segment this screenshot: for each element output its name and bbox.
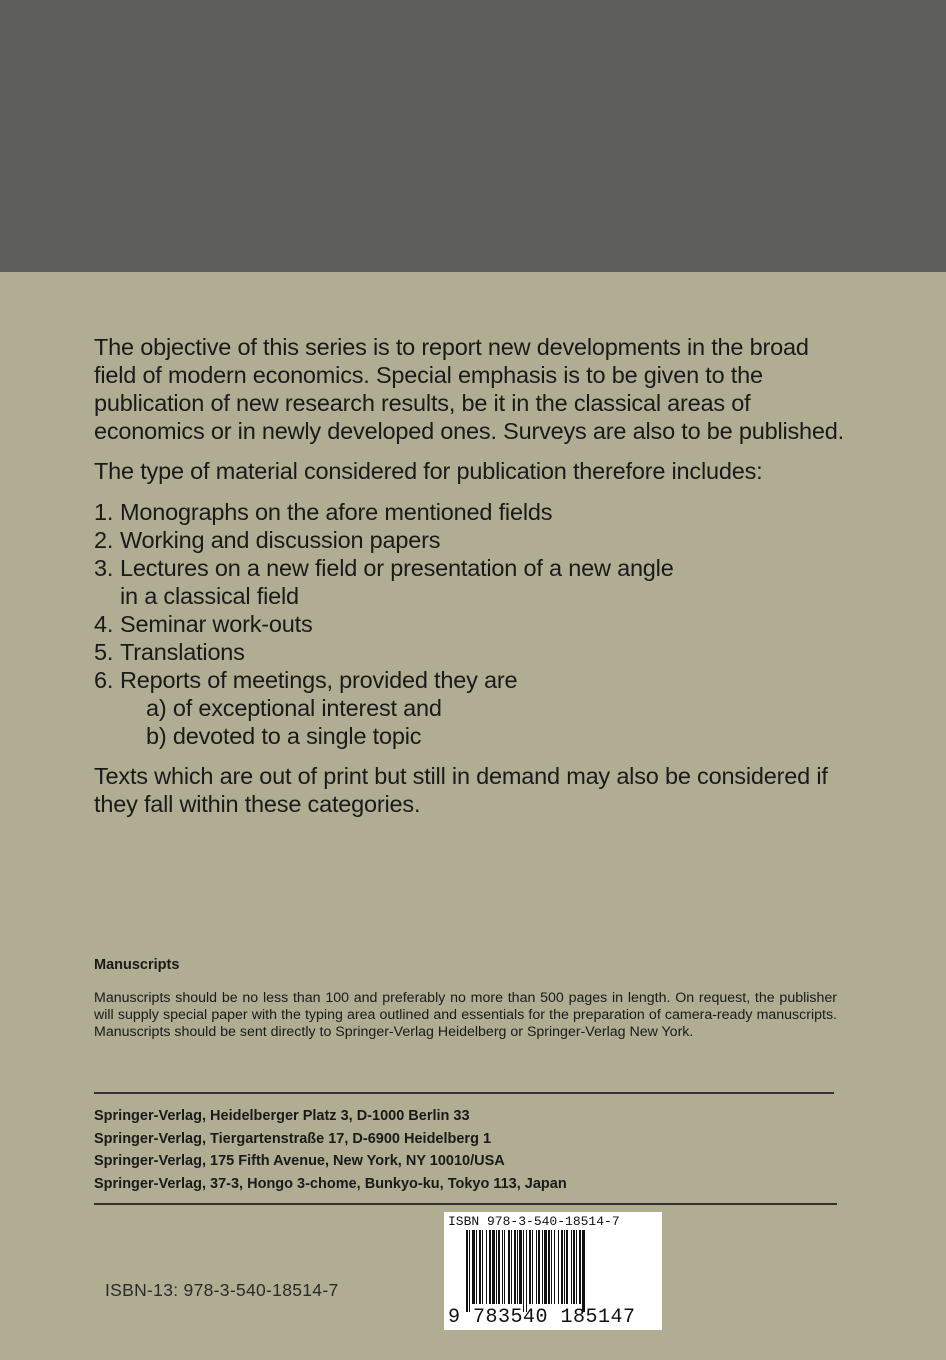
barcode-bar	[498, 1230, 500, 1304]
barcode-bar	[576, 1230, 577, 1304]
address-line: Springer-Verlag, 175 Fifth Avenue, New York, NY 10010/USA	[94, 1153, 505, 1169]
address-line: Springer-Verlag, Tiergartenstraße 17, D-6900 Heidelberg 1	[94, 1130, 492, 1147]
list-item: 5. Translations	[94, 639, 245, 665]
barcode-bar	[561, 1230, 563, 1304]
barcode-bar	[571, 1230, 572, 1304]
manuscripts-body: Manuscripts should be no less than 100 and preferably no more than 500 pages in length. On request, the publisher will supply special paper with the typing area outlined and essentials for the preparation of camera-ready manuscripts. Manuscripts should be sent directly to Springer-Verlag Heidelberg or Springer-Verlag New York.	[94, 990, 837, 1041]
isbn-barcode	[444, 1212, 662, 1330]
sub-item: b) devoted to a single topic	[146, 723, 422, 749]
barcode-bar	[542, 1230, 543, 1304]
barcode-bar	[476, 1230, 477, 1304]
barcode-bar	[526, 1230, 527, 1312]
barcode-bar	[502, 1230, 503, 1304]
barcode-bar	[496, 1230, 497, 1304]
barcode-bar	[486, 1230, 487, 1304]
list-item: 1. Monographs on the afore mentioned fields	[94, 499, 553, 525]
barcode-bar	[582, 1230, 585, 1312]
barcode-bar	[511, 1230, 512, 1304]
barcode-bar	[579, 1230, 581, 1304]
sub-item: a) of exceptional interest and	[146, 695, 442, 721]
barcode-bar	[566, 1230, 568, 1304]
barcode-bar	[492, 1230, 495, 1304]
barcode-isbn-text: ISBN 978-3-540-18514-7	[448, 1214, 620, 1229]
list-item: 2. Working and discussion papers	[94, 527, 441, 553]
barcode-bar	[514, 1230, 516, 1304]
closing-paragraph: Texts which are out of print but still in demand may also be considered if they fall within these categories.	[94, 763, 828, 817]
barcode-bar	[536, 1230, 537, 1304]
barcode-bar	[517, 1230, 518, 1304]
divider	[94, 1203, 837, 1205]
barcode-bar	[508, 1230, 510, 1304]
series-description	[94, 333, 854, 818]
list-item: 6. Reports of meetings, provided they are a) of exceptional interest and b) devoted to a single topic	[94, 666, 854, 750]
list-item: 4. Seminar work-outs	[94, 611, 313, 637]
list-item: 3. Lectures on a new field or presentation of a new angle in a classical field	[94, 555, 674, 609]
barcode-bar	[564, 1230, 565, 1304]
barcode-bar	[544, 1230, 547, 1304]
barcode-bar	[519, 1230, 522, 1304]
barcode-bar	[538, 1230, 540, 1304]
barcode-bar	[523, 1230, 524, 1312]
barcode-bar	[504, 1230, 505, 1304]
material-list	[94, 498, 854, 750]
barcode-bar	[479, 1230, 481, 1304]
address-line: Springer-Verlag, 37-3, Hongo 3-chome, Bunkyo-ku, Tokyo 113, Japan	[94, 1175, 567, 1192]
barcode-digits: 9 783540 185147	[448, 1306, 636, 1329]
barcode-bar	[532, 1230, 533, 1304]
objective-paragraph: The objective of this series is to report new developments in the broad field of modern economics. Special emphasis is to be given to the publication of new research results, be it in the classical areas of economics or in newly developed ones. Surveys are also to be published.	[94, 334, 844, 444]
barcode-bar	[558, 1230, 559, 1304]
barcode-bar	[548, 1230, 550, 1304]
cover-top-band	[0, 0, 946, 272]
barcode-bar	[573, 1230, 575, 1304]
isbn-label: ISBN-13: 978-3-540-18514-7	[105, 1280, 339, 1300]
barcode-bar	[554, 1230, 555, 1304]
barcode-bar	[482, 1230, 483, 1304]
barcode-bar	[469, 1230, 470, 1312]
barcode-bar	[466, 1230, 468, 1312]
manuscripts-heading: Manuscripts	[94, 957, 180, 973]
address-line: Springer-Verlag, Heidelberger Platz 3, D-1000 Berlin 33	[94, 1108, 470, 1124]
barcode-bar	[472, 1230, 475, 1304]
barcode-bar	[489, 1230, 491, 1304]
publisher-addresses	[94, 1105, 567, 1195]
divider	[94, 1092, 834, 1094]
barcode-bar	[551, 1230, 552, 1304]
barcode-bar	[529, 1230, 531, 1304]
material-intro: The type of material considered for publication therefore includes:	[94, 458, 763, 484]
